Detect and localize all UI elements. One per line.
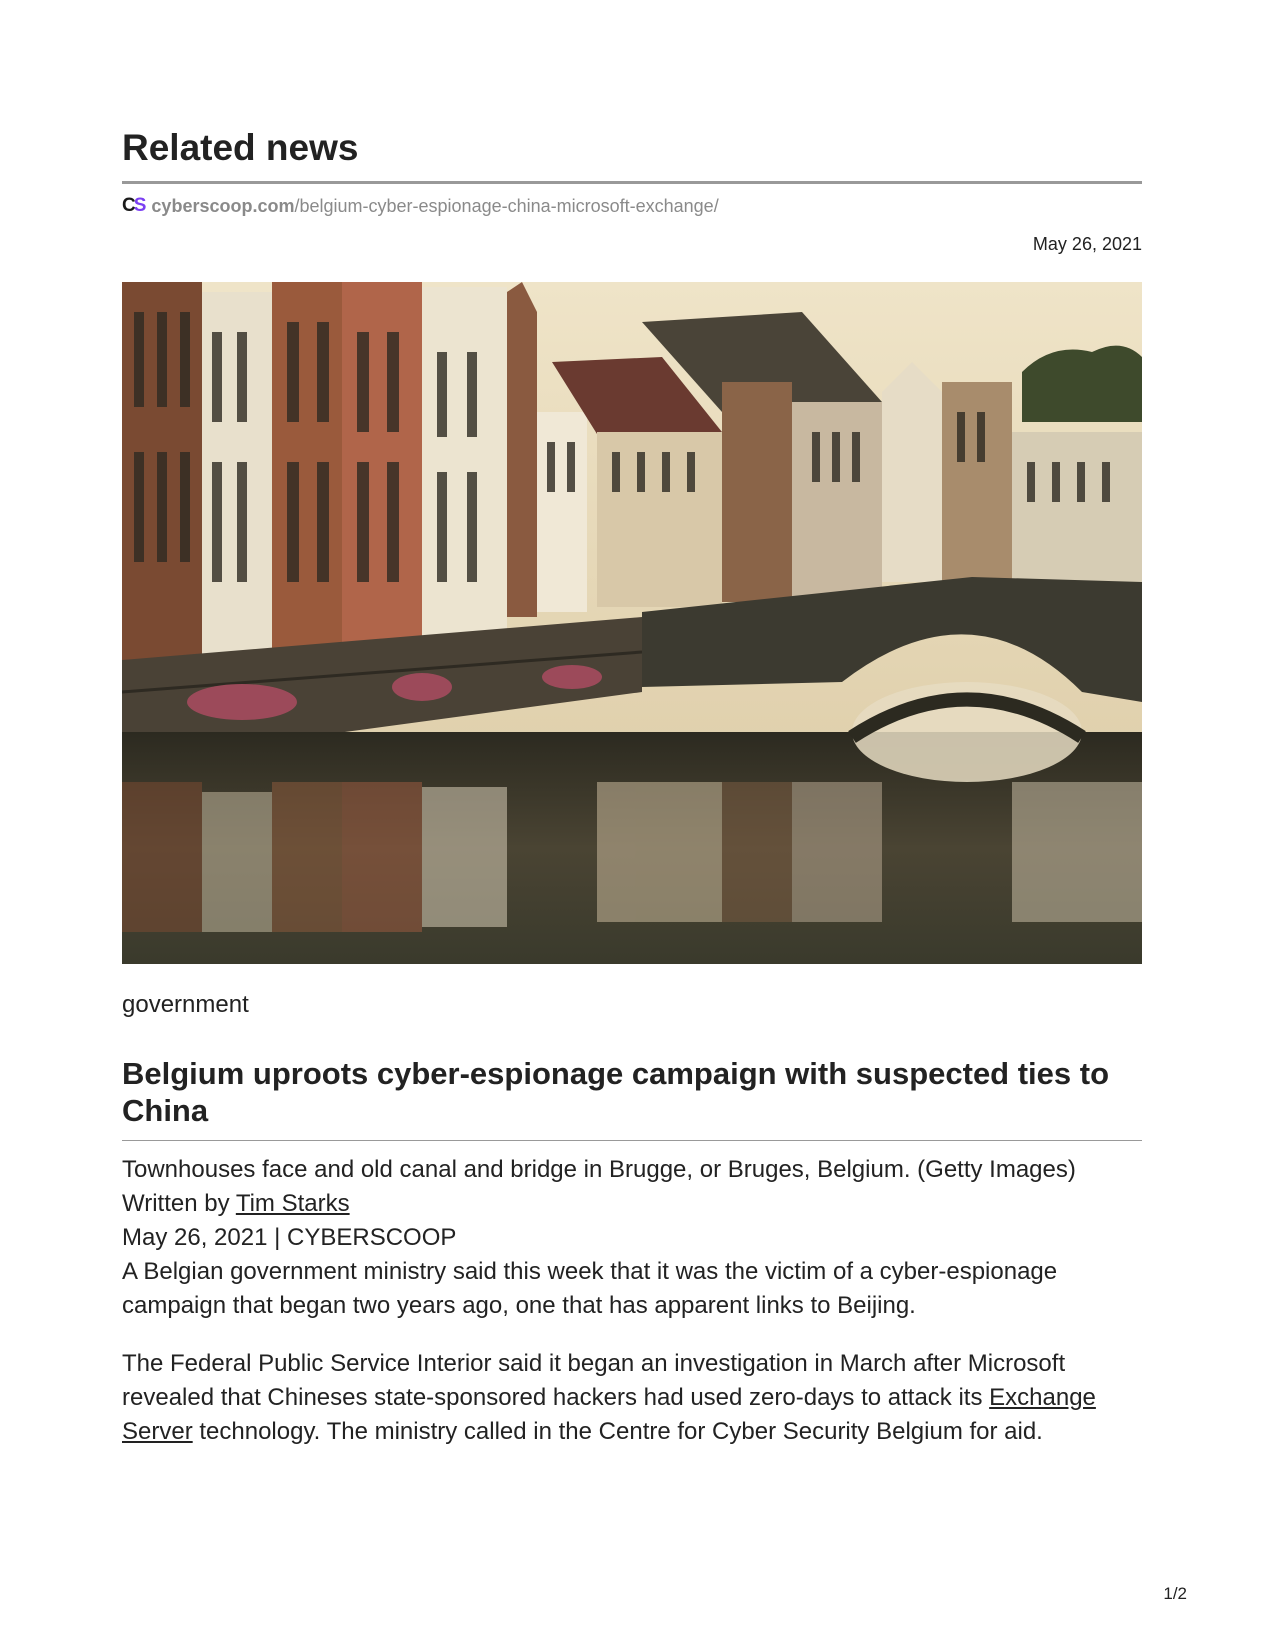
section-divider [122,181,1142,184]
section-heading: Related news [122,127,359,168]
logo-letter-c: C [122,195,134,216]
paragraph-2-text-before: The Federal Public Service Interior said it began an investigation in March after Microsoft revealed that Chineses state-sponsored hackers had used zero-days to attack its [122,1350,1066,1411]
source-domain[interactable]: cyberscoop.com [151,195,295,216]
article-category[interactable]: government [122,991,249,1018]
byline-prefix: Written by [122,1190,236,1217]
hero-image [122,282,1142,964]
paragraph-2-text-after: technology. The ministry called in the Centre for Cyber Security Belgium for aid. [192,1418,1043,1445]
image-caption: Townhouses face and old canal and bridge in Brugge, or Bruges, Belgium. (Getty Images) [122,1156,1076,1183]
logo-letter-s: S [133,195,145,216]
paragraph-1: A Belgian government ministry said this week that it was the victim of a cyber-espionage campaign that began two years ago, one that has apparent links to Beijing. [122,1258,1058,1319]
source-path[interactable]: /belgium-cyber-espionage-china-microsoft-exchange/ [294,195,719,216]
byline [122,1187,1142,1221]
page-number: 1/2 [1163,1584,1187,1603]
dateline: May 26, 2021 | CYBERSCOOP [122,1224,457,1251]
source-link[interactable] [122,195,719,217]
canal-photo-icon [122,282,1142,964]
cyberscoop-logo-icon [122,195,144,217]
author-link[interactable]: Tim Starks [235,1190,350,1217]
exchange-server-link[interactable]: Exchange Server [122,1384,1096,1445]
title-divider [122,1140,1142,1141]
publish-date: May 26, 2021 [1032,234,1142,254]
paragraph-2 [122,1347,1142,1449]
article-body [122,1153,1142,1449]
article-title: Belgium uproots cyber-espionage campaign with suspected ties to China [122,1056,1110,1128]
